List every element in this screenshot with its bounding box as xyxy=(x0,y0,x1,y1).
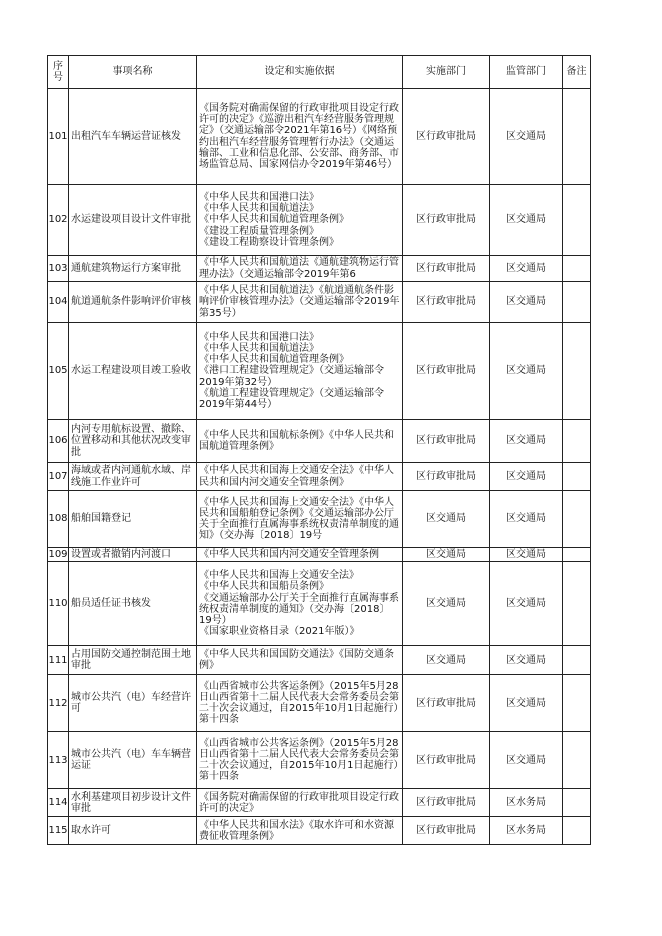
supervising-dept: 区交通局 xyxy=(490,562,563,646)
item-name: 水运工程建设项目竣工验收 xyxy=(69,323,197,420)
legal-basis: 《中华人民共和国港口法》 《中华人民共和国航道法》 《中华人民共和国航道管理条例》 《港口工程建设管理规定》（交通运输部令2019年第32号） 《航道工程建设管理规定》（交通运输部令2019年第44号） xyxy=(197,323,403,420)
legal-basis: 《中华人民共和国国防交通法》《国防交通条例》 xyxy=(197,646,403,675)
row-number: 105 xyxy=(48,323,69,420)
note-cell xyxy=(563,817,591,845)
row-number: 107 xyxy=(48,463,69,491)
legal-basis: 《中华人民共和国海上交通安全法》《中华人民共和国船舶登记条例》《交通运输部办公厅关于全面推行直属海事系统权责清单制度的通知》（交办海〔2018〕19号 xyxy=(197,491,403,548)
implementing-dept: 区行政审批局 xyxy=(403,732,490,789)
table-row xyxy=(48,732,591,789)
implementing-dept: 区行政审批局 xyxy=(403,675,490,732)
note-cell xyxy=(563,646,591,675)
table-row xyxy=(48,817,591,845)
item-name: 内河专用航标设置、撤除、位置移动和其他状况改变审批 xyxy=(69,420,197,463)
header-name: 事项名称 xyxy=(69,56,197,89)
item-name: 设置或者撤销内河渡口 xyxy=(69,548,197,562)
item-name: 城市公共汽（电）车车辆营运证 xyxy=(69,732,197,789)
supervising-dept: 区水务局 xyxy=(490,789,563,817)
supervising-dept: 区交通局 xyxy=(490,732,563,789)
header-supervise: 监管部门 xyxy=(490,56,563,89)
supervising-dept: 区交通局 xyxy=(490,548,563,562)
supervising-dept: 区交通局 xyxy=(490,420,563,463)
legal-basis: 《中华人民共和国港口法》 《中华人民共和国航道法》 《中华人民共和国航道管理条例》 《建设工程质量管理条例》 《建设工程勘察设计管理条例》 xyxy=(197,185,403,256)
implementing-dept: 区交通局 xyxy=(403,646,490,675)
row-number: 103 xyxy=(48,256,69,282)
note-cell xyxy=(563,548,591,562)
row-number: 114 xyxy=(48,789,69,817)
implementing-dept: 区行政审批局 xyxy=(403,420,490,463)
note-cell xyxy=(563,732,591,789)
item-name: 水运建设项目设计文件审批 xyxy=(69,185,197,256)
note-cell xyxy=(563,323,591,420)
item-name: 船舶国籍登记 xyxy=(69,491,197,548)
table-row xyxy=(48,323,591,420)
legal-basis: 《国务院对确需保留的行政审批项目设定行政许可的决定》 xyxy=(197,789,403,817)
table-row xyxy=(48,548,591,562)
table-row xyxy=(48,463,591,491)
note-cell xyxy=(563,89,591,185)
item-name: 城市公共汽（电）车经营许可 xyxy=(69,675,197,732)
implementing-dept: 区行政审批局 xyxy=(403,817,490,845)
note-cell xyxy=(563,185,591,256)
note-cell xyxy=(563,675,591,732)
supervising-dept: 区交通局 xyxy=(490,463,563,491)
supervising-dept: 区交通局 xyxy=(490,256,563,282)
table-row xyxy=(48,675,591,732)
note-cell xyxy=(563,463,591,491)
header-seq: 序 号 xyxy=(48,56,69,89)
legal-basis: 《山西省城市公共客运条例》（2015年5月28日山西省第十二届人民代表大会常务委员会第二十次会议通过，自2015年10月1日起施行）第十四条 xyxy=(197,732,403,789)
implementing-dept: 区行政审批局 xyxy=(403,89,490,185)
table-row xyxy=(48,562,591,646)
note-cell xyxy=(563,491,591,548)
note-cell xyxy=(563,282,591,323)
row-number: 115 xyxy=(48,817,69,845)
supervising-dept: 区交通局 xyxy=(490,185,563,256)
row-number: 113 xyxy=(48,732,69,789)
item-name: 船员适任证书核发 xyxy=(69,562,197,646)
supervising-dept: 区水务局 xyxy=(490,817,563,845)
table-row xyxy=(48,420,591,463)
item-name: 海域或者内河通航水域、岸线施工作业许可 xyxy=(69,463,197,491)
implementing-dept: 区交通局 xyxy=(403,562,490,646)
note-cell xyxy=(563,256,591,282)
note-cell xyxy=(563,789,591,817)
table-row xyxy=(48,256,591,282)
table-row xyxy=(48,789,591,817)
legal-basis: 《中华人民共和国水法》《取水许可和水资源费征收管理条例》 xyxy=(197,817,403,845)
legal-basis: 《中华人民共和国航道法《通航建筑物运行管理办法》（交通运输部令2019年第6 xyxy=(197,256,403,282)
item-name: 取水许可 xyxy=(69,817,197,845)
implementing-dept: 区交通局 xyxy=(403,548,490,562)
implementing-dept: 区行政审批局 xyxy=(403,282,490,323)
note-cell xyxy=(563,562,591,646)
legal-basis: 《中华人民共和国航标条例》《中华人民共和国航道管理条例》 xyxy=(197,420,403,463)
legal-basis: 《中华人民共和国海上交通安全法》 《中华人民共和国船员条例》 《交通运输部办公厅关于全面推行直属海事系统权责清单制度的通知》（交办海〔2018〕19号） 《国家职业资格目录（2021年版）》 xyxy=(197,562,403,646)
table-row xyxy=(48,185,591,256)
table-row xyxy=(48,491,591,548)
item-name: 出租汽车车辆运营证核发 xyxy=(69,89,197,185)
supervising-dept: 区交通局 xyxy=(490,491,563,548)
row-number: 102 xyxy=(48,185,69,256)
permit-table xyxy=(47,55,591,845)
row-number: 106 xyxy=(48,420,69,463)
implementing-dept: 区交通局 xyxy=(403,491,490,548)
supervising-dept: 区交通局 xyxy=(490,282,563,323)
table-row xyxy=(48,282,591,323)
row-number: 111 xyxy=(48,646,69,675)
legal-basis: 《山西省城市公共客运条例》（2015年5月28日山西省第十二届人民代表大会常务委员会第二十次会议通过，自2015年10月1日起施行）第十四条 xyxy=(197,675,403,732)
table-row xyxy=(48,89,591,185)
legal-basis: 《中华人民共和国航道法》《航道通航条件影响评价审核管理办法》（交通运输部令2019年第35号） xyxy=(197,282,403,323)
item-name: 水利基建项目初步设计文件审批 xyxy=(69,789,197,817)
item-name: 占用国防交通控制范围土地审批 xyxy=(69,646,197,675)
row-number: 101 xyxy=(48,89,69,185)
implementing-dept: 区行政审批局 xyxy=(403,323,490,420)
supervising-dept: 区交通局 xyxy=(490,675,563,732)
header-implement: 实施部门 xyxy=(403,56,490,89)
row-number: 108 xyxy=(48,491,69,548)
legal-basis: 《国务院对确需保留的行政审批项目设定行政许可的决定》《巡游出租汽车经营服务管理规定》（交通运输部令2021年第16号）《网络预约出租汽车经营服务管理暂行办法》（交通运输部、工业和信息化部、公安部、商务部、市场监管总局、国家网信办令2019年第46号） xyxy=(197,89,403,185)
row-number: 109 xyxy=(48,549,68,560)
implementing-dept: 区行政审批局 xyxy=(403,185,490,256)
header-note: 备注 xyxy=(563,56,591,89)
table-row xyxy=(48,646,591,675)
row-number: 104 xyxy=(48,282,69,323)
supervising-dept: 区交通局 xyxy=(490,646,563,675)
row-number: 112 xyxy=(48,675,69,732)
supervising-dept: 区交通局 xyxy=(490,323,563,420)
legal-basis: 《中华人民共和国内河交通安全管理条例 xyxy=(197,548,403,562)
legal-basis: 《中华人民共和国海上交通安全法》《中华人民共和国内河交通安全管理条例》 xyxy=(197,463,403,491)
row-number: 110 xyxy=(48,562,69,646)
implementing-dept: 区行政审批局 xyxy=(403,789,490,817)
implementing-dept: 区行政审批局 xyxy=(403,463,490,491)
item-name: 通航建筑物运行方案审批 xyxy=(69,256,197,282)
item-name: 航道通航条件影响评价审核 xyxy=(69,282,197,323)
note-cell xyxy=(563,420,591,463)
header-row xyxy=(48,56,591,89)
header-basis: 设定和实施依据 xyxy=(197,56,403,89)
implementing-dept: 区行政审批局 xyxy=(403,256,490,282)
supervising-dept: 区交通局 xyxy=(490,89,563,185)
